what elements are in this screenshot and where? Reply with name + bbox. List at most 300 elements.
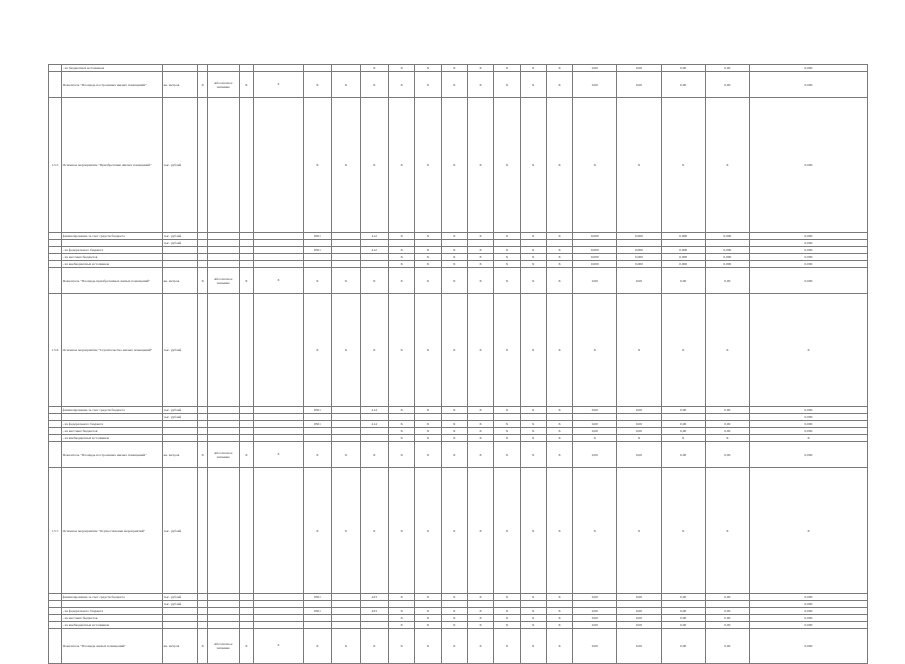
table-cell: X [546,615,572,622]
table-cell: X [388,594,414,601]
table-cell: X [467,407,493,414]
table-cell: 0,00 [705,72,749,98]
table-cell: X [303,629,331,664]
table-cell [198,608,207,615]
table-cell: 0,00 [617,65,661,72]
table-cell: X [415,594,441,601]
table-cell [254,601,303,608]
table-cell: 0,00 [705,421,749,428]
table-cell [573,601,617,608]
table-cell: X [198,442,207,468]
table-cell: X [415,65,441,72]
table-cell [198,261,207,268]
table-cell: X [467,247,493,254]
table-cell: 0,000 [617,254,661,261]
table-cell: X [467,428,493,435]
table-cell: тыс. рублей [162,601,198,608]
table-cell [239,594,254,601]
table-cell: X [546,428,572,435]
table-cell: X [303,294,331,407]
table-cell [162,421,198,428]
table-cell [239,240,254,247]
table-cell [198,254,207,261]
table-cell: 0,000 [617,233,661,240]
table-cell: X [617,98,661,233]
table-cell: X [494,468,520,594]
table-cell [617,414,661,421]
table-cell: X [415,407,441,414]
table-cell [332,622,360,629]
table-cell [332,240,360,247]
table-cell [49,622,62,629]
table-cell [162,254,198,261]
table-cell: - из местных бюджетов [61,254,162,261]
table-cell: X [546,407,572,414]
table-cell [239,247,254,254]
table-cell [254,261,303,268]
table-cell [239,414,254,421]
table-cell: X [332,629,360,664]
table-cell: X [388,407,414,414]
table-cell: финансирование за счет средств бюджета [61,594,162,601]
table-cell: X [254,629,303,664]
table-cell [360,622,388,629]
table-cell [332,615,360,622]
table-cell: X [705,468,749,594]
table-cell [254,98,303,233]
table-cell: X [303,72,331,98]
table-cell: X [467,622,493,629]
table-cell: 0,000 [749,72,867,98]
table-cell: X [749,435,867,442]
table-cell: X [520,65,546,72]
table-cell: X [467,468,493,594]
table-cell: 0,00 [705,608,749,615]
table-row [49,72,868,98]
table-cell: 0,000 [617,247,661,254]
table-cell [49,442,62,468]
table-cell: X [388,65,414,72]
table-cell [207,414,239,421]
table-cell: 0,000 [749,247,867,254]
table-cell [239,65,254,72]
table-row [49,233,868,240]
table-cell: X [494,98,520,233]
table-cell [360,428,388,435]
table-cell: 0,000 [705,233,749,240]
table-row [49,615,868,622]
table-cell [207,407,239,414]
table-row [49,254,868,261]
table-cell: 0,00 [705,615,749,622]
table-cell: Основное мероприятие "Осуществление мероприятий" [61,468,162,594]
table-cell [207,254,239,261]
table-cell: 0,00 [705,65,749,72]
table-cell [207,294,239,407]
table-cell [49,414,62,421]
table-cell [239,428,254,435]
table-cell: X [388,622,414,629]
table-cell [705,414,749,421]
table-cell [239,407,254,414]
table-cell: 0,00 [573,65,617,72]
table-cell: X [494,629,520,664]
table-cell: X [467,442,493,468]
table-cell [49,615,62,622]
table-cell: 423 [360,594,388,601]
table-cell [332,601,360,608]
table-cell [661,601,705,608]
table-cell: 0,000 [661,254,705,261]
table-cell: 0,000 [749,254,867,261]
table-cell: 1.5.7 [49,468,62,594]
table-cell: X [441,233,467,240]
table-cell [254,615,303,622]
table-cell: 0,00 [705,268,749,294]
table-cell: 0,00 [573,608,617,615]
table-cell: X [254,72,303,98]
table-cell [198,414,207,421]
table-cell: 0,000 [661,233,705,240]
table-cell [254,240,303,247]
table-cell [546,414,572,421]
table-cell: X [467,268,493,294]
table-cell [239,435,254,442]
table-cell [162,435,198,442]
table-cell: X [388,435,414,442]
table-cell [303,65,331,72]
table-cell: X [441,435,467,442]
table-cell [303,428,331,435]
table-cell: X [546,442,572,468]
table-cell [388,240,414,247]
table-cell: X [388,608,414,615]
table-cell: 0,000 [749,442,867,468]
table-cell: - из федерального бюджета [61,608,162,615]
table-cell [332,608,360,615]
table-cell: 0,00 [661,65,705,72]
table-cell [520,601,546,608]
table-cell: 0,00 [573,615,617,622]
table-cell [254,622,303,629]
table-cell [303,254,331,261]
table-cell: 0,000 [749,622,867,629]
table-cell: X [661,98,705,233]
table-cell [207,622,239,629]
table-cell [198,615,207,622]
table-cell: X [520,435,546,442]
table-cell [617,240,661,247]
table-cell: X [388,261,414,268]
table-cell: 0,000 [749,594,867,601]
table-cell [705,240,749,247]
table-cell [239,254,254,261]
table-cell: X [415,615,441,622]
table-cell: X [415,608,441,615]
table-cell: X [467,629,493,664]
table-cell: X [494,233,520,240]
table-cell: X [467,72,493,98]
table-cell: X [254,442,303,468]
table-cell [198,247,207,254]
table-cell [49,72,62,98]
table-cell [198,468,207,594]
table-cell: X [494,247,520,254]
table-cell: 0,00 [661,72,705,98]
table-cell [198,65,207,72]
table-cell: 0,00 [617,421,661,428]
table-cell: X [360,72,388,98]
table-cell [49,254,62,261]
table-cell [520,414,546,421]
table-cell: 0501 [303,421,331,428]
table-cell [207,435,239,442]
table-cell: 0,000 [749,233,867,240]
table-cell: X [546,468,572,594]
table-cell: 0,00 [573,72,617,98]
table-cell [254,247,303,254]
table-cell: X [520,268,546,294]
table-cell [388,601,414,608]
table-cell [303,622,331,629]
table-cell: X [360,629,388,664]
table-cell [254,608,303,615]
table-cell [162,622,198,629]
table-cell: 0,00 [617,615,661,622]
table-cell: X [494,65,520,72]
table-cell: X [441,421,467,428]
table-cell: 0,00 [617,407,661,414]
table-cell [441,601,467,608]
table-cell: X [332,442,360,468]
table-cell: X [467,233,493,240]
table-cell: X [415,468,441,594]
table-row [49,629,868,664]
table-row [49,594,868,601]
table-cell: X [332,98,360,233]
table-cell: X [415,247,441,254]
table-cell [520,240,546,247]
table-cell: X [415,268,441,294]
table-cell: X [441,407,467,414]
table-cell [254,594,303,601]
table-row [49,608,868,615]
table-cell [198,622,207,629]
table-cell: X [520,294,546,407]
table-cell: X [494,294,520,407]
table-cell: X [415,421,441,428]
table-cell: X [254,268,303,294]
table-cell: 0,00 [617,608,661,615]
table-cell: 0,00 [617,428,661,435]
table-cell: X [467,594,493,601]
table-row [49,294,868,407]
table-cell: 0,00 [705,594,749,601]
table-cell: 0,000 [749,268,867,294]
table-cell: X [494,428,520,435]
table-cell: 0,000 [705,254,749,261]
table-cell [441,240,467,247]
table-cell: X [441,608,467,615]
table-row [49,65,868,72]
table-cell: X [388,442,414,468]
table-row [49,622,868,629]
table-cell [49,435,62,442]
table-cell: X [415,442,441,468]
table-cell: кв. метров [162,442,198,468]
table-cell [207,233,239,240]
table-cell: X [520,247,546,254]
table-row [49,601,868,608]
table-row [49,407,868,414]
table-cell [49,233,62,240]
table-cell: X [520,608,546,615]
table-cell [546,601,572,608]
table-cell: X [303,468,331,594]
table-cell [198,240,207,247]
table-cell: 1.5.6 [49,294,62,407]
table-cell [198,233,207,240]
table-cell: тыс. рублей [162,240,198,247]
table-cell [467,240,493,247]
table-cell [198,407,207,414]
table-cell [360,240,388,247]
table-cell [661,414,705,421]
table-cell: 0,00 [573,594,617,601]
table-cell: X [441,98,467,233]
table-cell: - из внебюджетных источников [61,261,162,268]
table-cell [573,240,617,247]
table-cell [303,435,331,442]
table-row [49,442,868,468]
table-cell: Абсолютное значение [207,442,239,468]
table-cell [61,414,162,421]
table-cell [360,414,388,421]
table-cell [360,254,388,261]
table-cell: Показатель "Площадь построенных жилых помещений" [61,442,162,468]
table-cell: X [546,233,572,240]
table-cell: кв. метров [162,72,198,98]
table-cell [49,65,62,72]
table-cell: 0,000 [617,261,661,268]
table-cell: X [239,268,254,294]
table-cell: 0,00 [573,428,617,435]
table-cell [49,407,62,414]
table-cell: Основное мероприятие "Приобретение жилых помещений" [61,98,162,233]
table-cell: X [415,254,441,261]
table-cell: X [520,428,546,435]
table-cell: X [749,294,867,407]
table-cell: - из внебюджетных источников [61,622,162,629]
table-cell: 412 [360,247,388,254]
table-cell [332,254,360,261]
table-cell [61,240,162,247]
table-cell [49,421,62,428]
table-cell: X [332,72,360,98]
table-cell [254,428,303,435]
table-cell: X [441,428,467,435]
table-cell [207,601,239,608]
table-cell: X [415,622,441,629]
table-cell: 0,00 [705,428,749,435]
table-cell: X [546,261,572,268]
table-cell [415,240,441,247]
table-cell [303,601,331,608]
table-cell [415,601,441,608]
table-cell: X [494,72,520,98]
table-cell [254,233,303,240]
table-cell [303,240,331,247]
table-cell: X [573,435,617,442]
table-cell: X [467,261,493,268]
table-cell: X [494,615,520,622]
table-cell [162,428,198,435]
table-cell: 0,000 [661,247,705,254]
table-cell: 0,00 [661,407,705,414]
table-cell [332,435,360,442]
table-cell [254,414,303,421]
table-cell: X [388,98,414,233]
table-cell: финансирование за счет средств бюджета [61,407,162,414]
table-cell: 0,00 [573,442,617,468]
table-cell: X [388,468,414,594]
table-cell: 0,00 [661,622,705,629]
table-cell [49,594,62,601]
table-cell [360,601,388,608]
table-cell [360,615,388,622]
table-row [49,98,868,233]
table-cell [254,421,303,428]
table-cell: X [494,261,520,268]
table-cell: X [520,622,546,629]
table-cell [49,261,62,268]
table-cell: X [467,608,493,615]
table-row [49,240,868,247]
table-cell: X [494,608,520,615]
table-cell: X [546,629,572,664]
table-cell [239,261,254,268]
table-cell: Абсолютное значение [207,268,239,294]
table-cell: тыс. рублей [162,98,198,233]
table-cell: X [546,247,572,254]
table-cell: X [520,468,546,594]
table-cell: 0,000 [705,261,749,268]
table-cell: X [388,268,414,294]
table-cell: X [441,72,467,98]
table-cell [441,414,467,421]
table-row [49,247,868,254]
table-cell [303,615,331,622]
table-cell: X [415,72,441,98]
table-cell: X [494,435,520,442]
table-cell: Показатель "Площадь построенных жилых помещений" [61,72,162,98]
table-cell: 0,000 [749,608,867,615]
table-cell: X [546,268,572,294]
table-cell: 0501 [303,594,331,601]
table-row [49,468,868,594]
table-cell: X [198,72,207,98]
table-cell: 0,000 [749,615,867,622]
table-cell: X [441,254,467,261]
table-cell [332,261,360,268]
table-cell: Показатель "Площадь жилых помещений" [61,629,162,664]
table-cell: X [441,615,467,622]
table-cell: Абсолютное значение [207,629,239,664]
table-cell: X [441,65,467,72]
table-cell [239,608,254,615]
table-cell: X [198,268,207,294]
table-cell: 0,000 [749,98,867,233]
